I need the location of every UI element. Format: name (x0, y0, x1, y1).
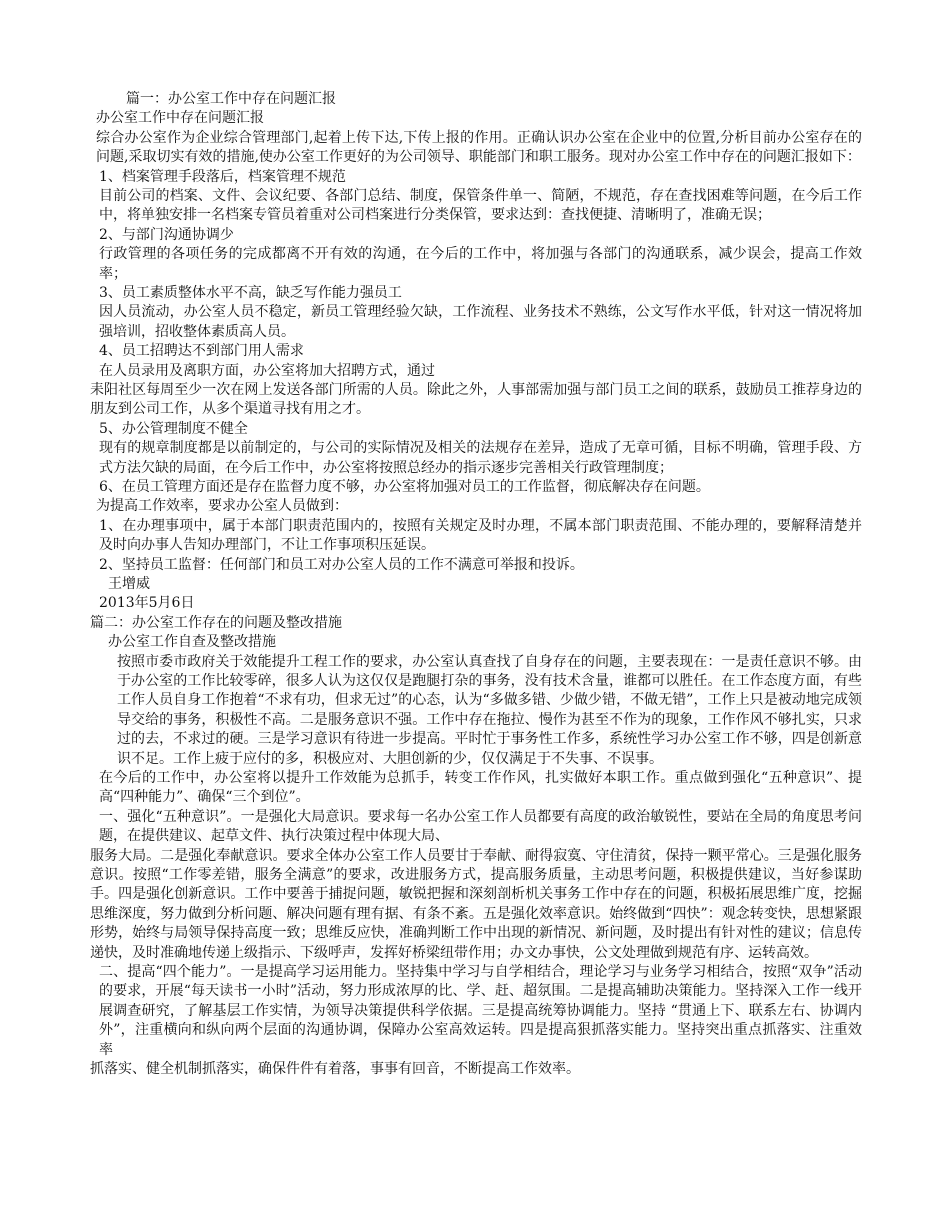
part2-paragraph-1: 按照市委市政府关于效能提升工程工作的要求，办公室认真查找了自身存在的问题，主要表现在：一是责任意识不够。由于办公室的工作比较零碎，很多人认为这仅仅是跑腿打杂的事务，没有技术含量，谁都可以胜任。在工作态度方面，有些工作人员自身工作抱着“不求有功，但求无过”的心态，认为“多做多错、少做少错，不做无错”，工作上只是被动地完成领导交给的事务，积极性不高。二是服务意识不强。工作中存在拖拉、慢作为甚至不作为的现象，工作作风不够扎实，只求过的去，不求过的硬。三是学习意识有待进一步提高。平时忙于事务性工作多，系统性学习办公室工作不够，四是创新意识不足。工作上疲于应付的多，积极应对、大胆创新的少，仅仅满足于不失事、不误事。 (117, 653, 862, 767)
part1-subheading: 办公室工作中存在问题汇报 (96, 110, 264, 127)
item4-body-first-line: 在人员录用及离职方面，办公室将加大招聘方式，通过 (99, 362, 435, 379)
part1-intro: 综合办公室作为企业综合管理部门,起着上传下达,下传上报的作用。正确认识办公室在企业中的位置,分析目前办公室存在的问题,采取切实有效的措施,使办公室工作更好的为公司领导、职能部门和职工服务。现对办公室工作中存在的问题汇报如下： (96, 129, 862, 166)
signature: 王增威 (108, 575, 150, 592)
part1-heading: 篇一：办公室工作中存在问题汇报 (126, 91, 336, 107)
item6: 6、在员工管理方面还是存在监督力度不够，办公室将加强对员工的工作监督，彻底解决存在问题。 (99, 479, 710, 495)
part2-paragraph-3: 服务大局。二是强化奉献意识。要求全体办公室工作人员要甘于奉献、耐得寂寞、守住清贫，保持一颗平常心。三是强化服务意识。按照“工作零差错，服务全满意”的要求，改进服务方式，提高服务质量，主动思考问题，积极提供建议，当好参谋助手。四是强化创新意识。工作中要善于捕捉问题，敏锐把握和深刻剖析机关事务工作中存在的问题，积极拓展思维广度，挖掘思维深度，努力做到分析问题、解决问题有理有据、有条不紊。五是强化效率意识。始终做到“四快”：观念转变快，思想紧跟形势，始终与局领导保持高度一致；思维反应快，准确判断工作中出现的新情况、新问题，及时提出有针对性的建议；信息传递快，及时准确地传递上级指示、下级呼声，发挥好桥梁纽带作用；办文办事快，公文处理做到规范有序、运转高效。 (90, 847, 862, 961)
part2-paragraph-3-start: 一、强化“五种意识”。一是强化大局意识。要求每一名办公室工作人员都要有高度的政治敏锐性，要站在全局的角度思考问题，在提供建议、起草文件、执行决策过程中体现大局、 (99, 808, 862, 845)
efficiency-intro: 为提高工作效率，要求办公室人员做到： (96, 498, 348, 515)
part2-subheading: 办公室工作自查及整改措施 (108, 634, 276, 651)
part2-paragraph-2: 在今后的工作中，办公室将以提升工作效能为总抓手，转变工作作风，扎实做好本职工作。重点做到强化“五种意识”、提高“四种能力”、确保“三个到位”。 (99, 769, 862, 806)
item3-title: 3、员工素质整体水平不高，缺乏写作能力强员工 (99, 285, 402, 301)
date: 2013年5月6日 (99, 595, 195, 612)
document-page (90, 90, 862, 1079)
part2-paragraph-4-end: 抓落实、健全机制抓落实，确保件件有着落，事事有回音，不断提高工作效率。 (90, 1061, 580, 1078)
item1-body: 目前公司的档案、文件、会议纪要、各部门总结、制度，保管条件单一、简陋，不规范，存在查找困难等问题，在今后工作中，将单独安排一名档案专管员着重对公司档案进行分类保管，要求达到：查找便捷、清晰明了，准确无误； (99, 187, 862, 224)
item3-body: 因人员流动，办公室人员不稳定，新员工管理经验欠缺，工作流程、业务技术不熟练，公文写作水平低，针对这一情况将加强培训，招收整体素质高人员。 (99, 304, 862, 340)
item4-title: 4、员工招聘达不到部门用人需求 (99, 343, 304, 360)
requirement-1: 1、在办理事项中，属于本部门职责范围内的，按照有关规定及时办理，不属本部门职责范围、不能办理的，要解释清楚并及时向办事人告知办理部门，不让工作事项积压延误。 (99, 517, 862, 554)
requirement-2: 2、坚持员工监督：任何部门和员工对办公室人员的工作不满意可举报和投诉。 (99, 556, 584, 573)
part2-paragraph-4: 二、提高“四个能力”。一是提高学习运用能力。坚持集中学习与自学相结合，理论学习与业务学习相结合，按照“双争”活动的要求，开展“每天读书一小时”活动，努力形成浓厚的比、学、赶、超氛围。二是提高辅助决策能力。坚持深入工作一线开展调查研究，了解基层工作实情，为领导决策提供科学依据。三是提高统筹协调能力。坚持 “贯通上下、联系左右、协调内外”，注重横向和纵向两个层面的沟通协调，保障办公室高效运转。四是提高狠抓落实能力。坚持突出重点抓落实、注重效率 (99, 964, 862, 1058)
item5-title: 5、办公管理制度不健全 (99, 420, 248, 437)
part2-heading: 篇二：办公室工作存在的问题及整改措施 (90, 614, 342, 631)
item1-title: 1、档案管理手段落后，档案管理不规范 (99, 168, 346, 185)
item5-body: 现有的规章制度都是以前制定的，与公司的实际情况及相关的法规存在差异，造成了无章可循，目标不明确，管理手段、方式方法欠缺的局面，在今后工作中，办公室将按照总经办的指示逐步完善相关行政管理制度； (99, 440, 862, 476)
item2-title: 2、与部门沟通协调少 (99, 226, 234, 243)
item4-body: 耒阳社区每周至少一次在网上发送各部门所需的人员。除此之外，人事部需加强与部门员工之间的联系，鼓励员工推荐身边的朋友到公司工作，从多个渠道寻找有用之才。 (90, 381, 862, 418)
item2-body: 行政管理的各项任务的完成都离不开有效的沟通，在今后的工作中，将加强与各部门的沟通联系，减少误会，提高工作效率； (99, 246, 862, 282)
